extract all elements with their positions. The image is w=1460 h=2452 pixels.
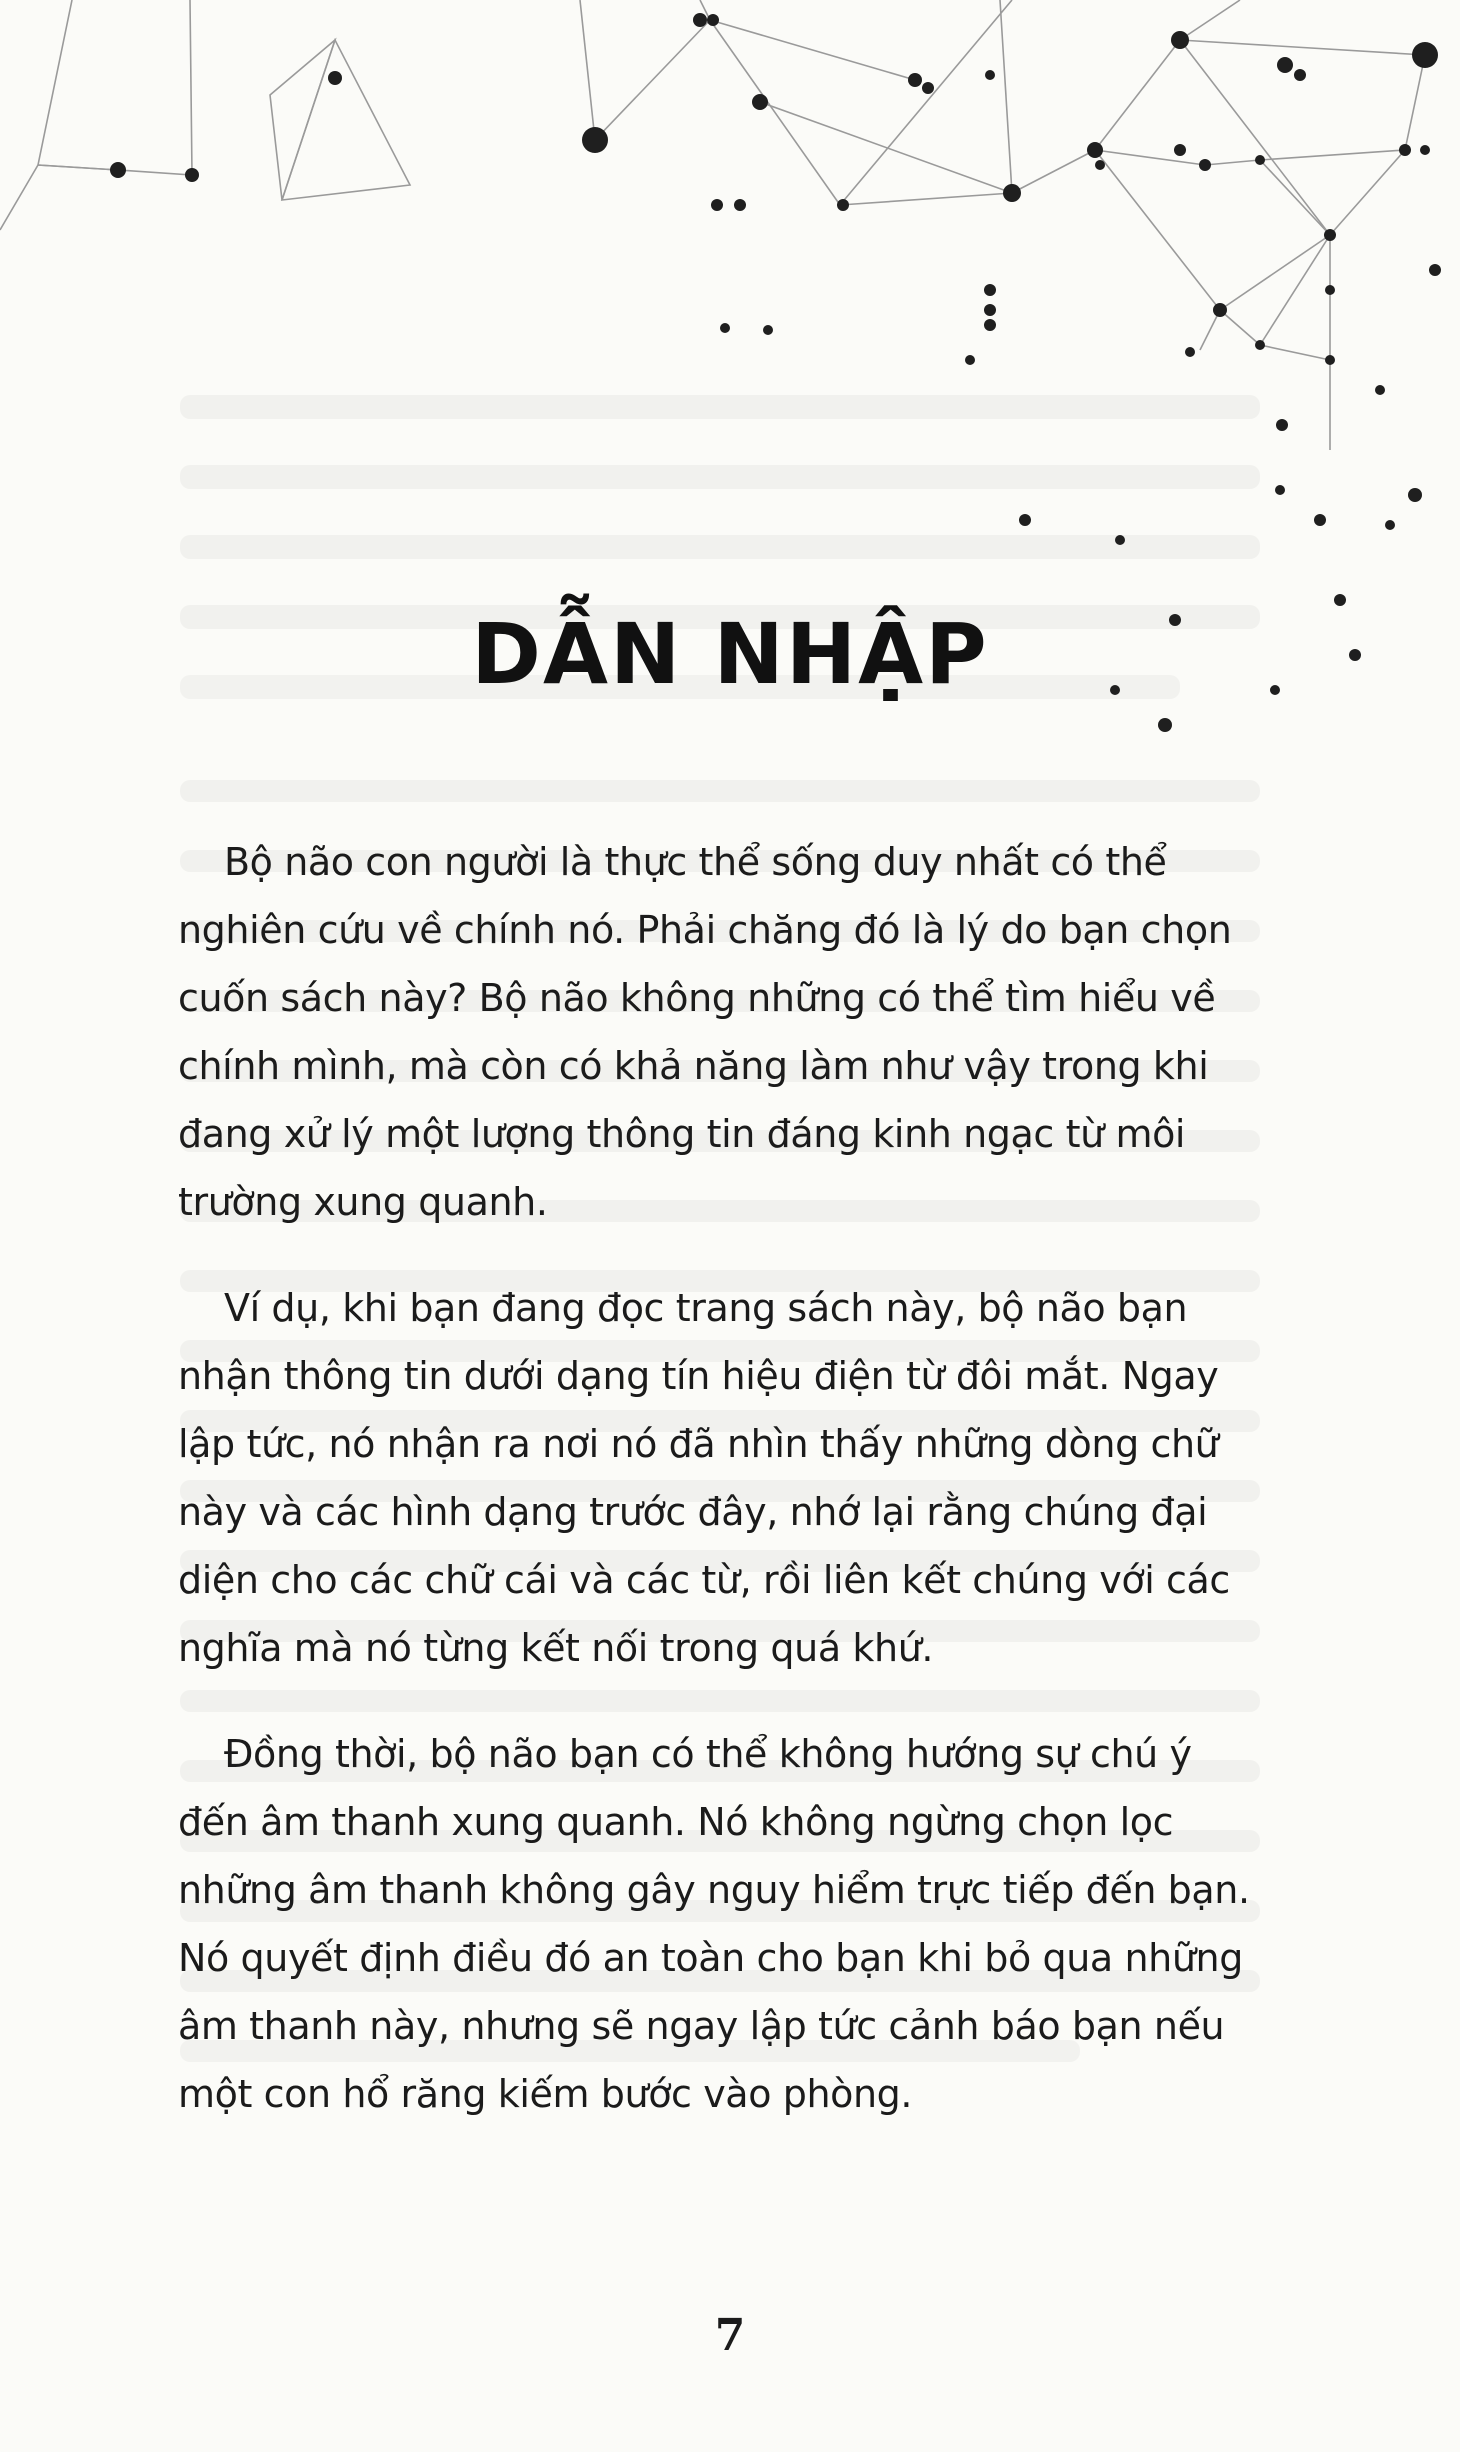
body-text [178,828,1268,2166]
paragraph: Đồng thời, bộ não bạn có thể không hướng sự chú ý đến âm thanh xung quanh. Nó không ngừng chọn lọc những âm thanh không gây nguy hiểm trực tiếp đến bạn. Nó quyết định điều đó an toàn cho bạn khi bỏ qua những âm thanh này, nhưng sẽ ngay lập tức cảnh báo bạn nếu một con hổ răng kiếm bước vào phòng. [178,1732,1250,2116]
page-number: 7 [714,2310,746,2361]
paragraph: Ví dụ, khi bạn đang đọc trang sách này, bộ não bạn nhận thông tin dưới dạng tín hiệu điện từ đôi mắt. Ngay lập tức, nó nhận ra nơi nó đã nhìn thấy những dòng chữ này và các hình dạng trước đây, nhớ lại rằng chúng đại diện cho các chữ cái và các từ, rồi liên kết chúng với các nghĩa mà nó từng kết nối trong quá khứ. [178,1286,1230,1670]
chapter-title: DẪN NHẬP [471,605,989,703]
paragraph: Bộ não con người là thực thể sống duy nhất có thể nghiên cứu về chính nó. Phải chăng đó là lý do bạn chọn cuốn sách này? Bộ não không những có thể tìm hiểu về chính mình, mà còn có khả năng làm như vậy trong khi đang xử lý một lượng thông tin đáng kinh ngạc từ môi trường xung quanh. [178,840,1232,1224]
